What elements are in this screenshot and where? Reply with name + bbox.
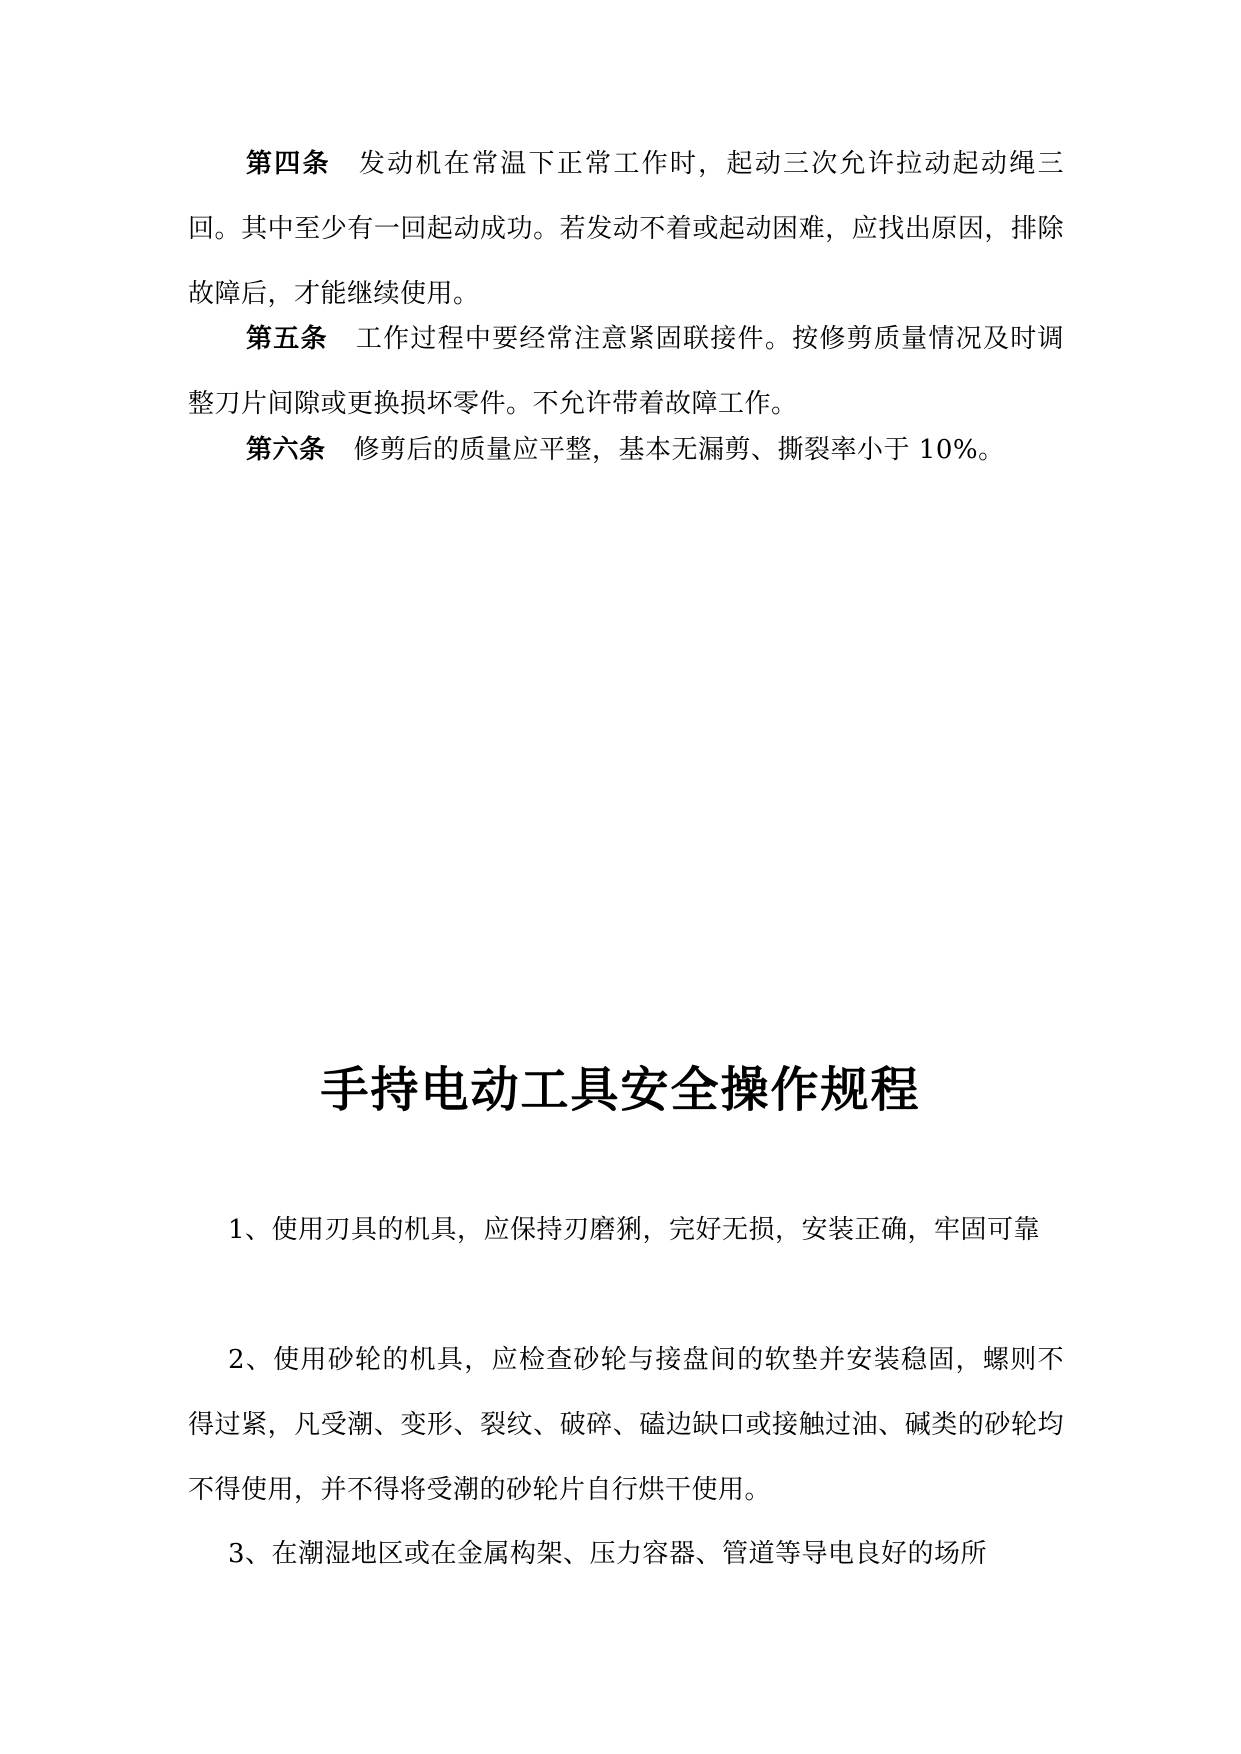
article-5-label: 第五条 <box>246 324 328 354</box>
article-6 <box>188 418 1064 483</box>
section-title: 手持电动工具安全操作规程 <box>320 1062 921 1118</box>
article-5-text: 工作过程中要经常注意紧固联接件。按修剪质量情况及时调整刀片间隙或更换损坏零件。不允许带着故障工作。 <box>188 324 1064 419</box>
article-6-label: 第六条 <box>246 435 326 465</box>
list-item-1: 1、使用刃具的机具，应保持刃磨猁，完好无损，安装正确，牢固可靠 <box>228 1215 1041 1245</box>
list-item-2: 2、使用砂轮的机具，应检查砂轮与接盘间的软垫并安装稳固，螺则不得过紧，凡受潮、变形、裂纹、破碎、磕边缺口或接触过油、碱类的砂轮均不得使用，并不得将受潮的砂轮片自行烘干使用。 <box>188 1345 1064 1505</box>
article-4-text: 发动机在常温下正常工作时，起动三次允许拉动起动绳三回。其中至少有一回起动成功。若发动不着或起动困难，应找出原因，排除故障后，才能继续使用。 <box>188 149 1064 309</box>
article-4 <box>188 132 1064 327</box>
list-item-3: 3、在潮湿地区或在金属构架、压力容器、管道等导电良好的场所 <box>228 1539 988 1569</box>
article-4-label: 第四条 <box>246 149 331 179</box>
article-6-text: 修剪后的质量应平整，基本无漏剪、撕裂率小于 10%。 <box>353 435 1005 465</box>
